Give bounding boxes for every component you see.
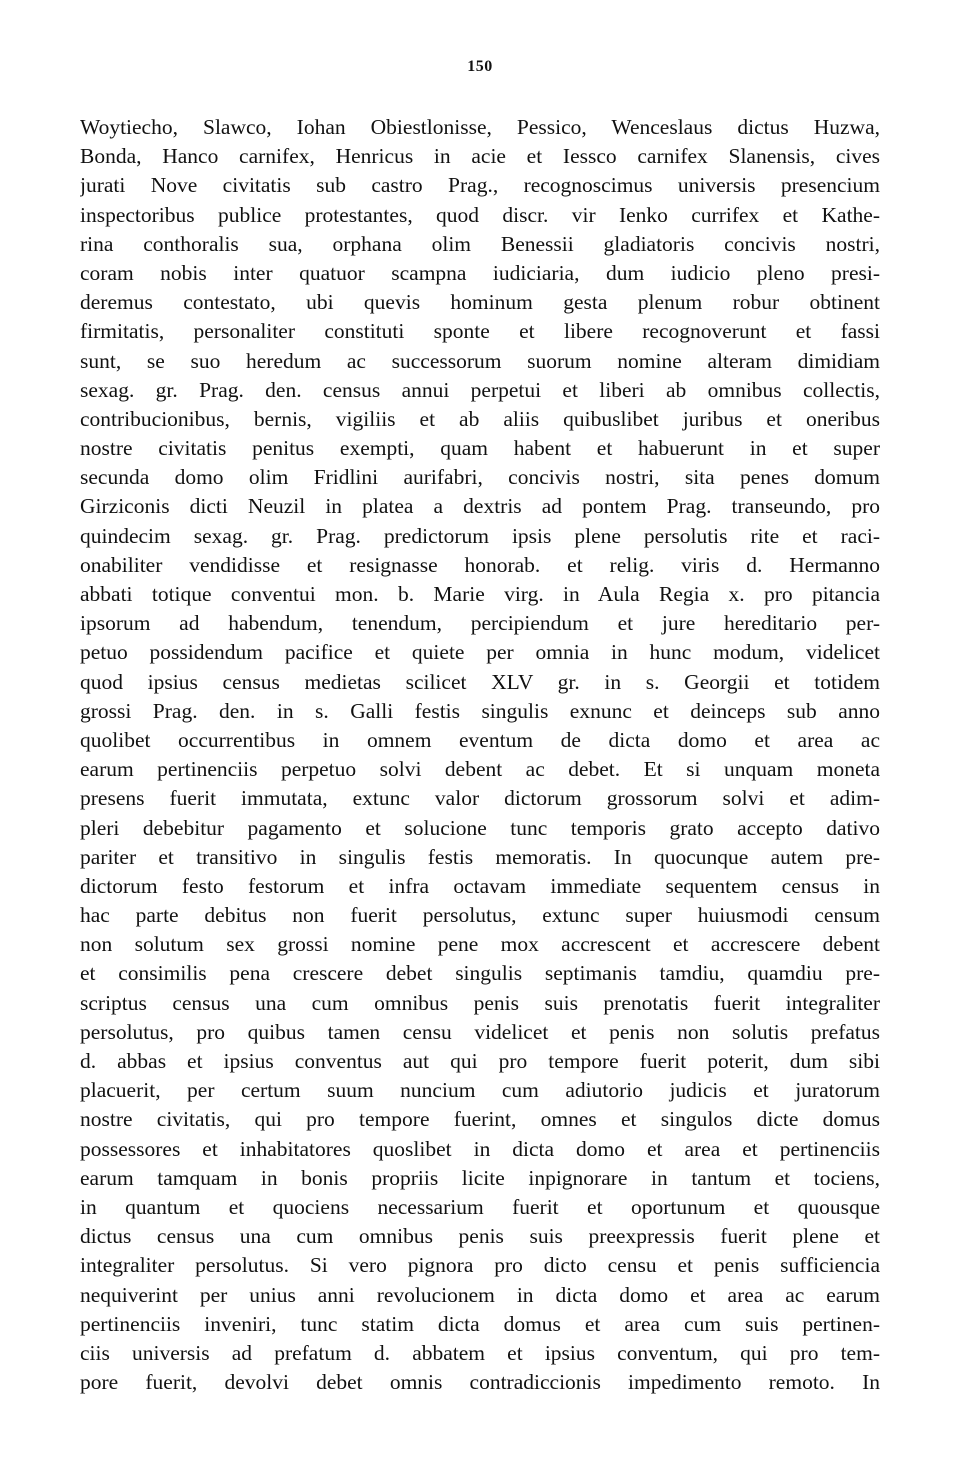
text-line: pariter et transitivo in singulis festis memoratis. In quocunque autem pre- xyxy=(80,844,880,869)
text-line: firmitatis, personaliter constituti sponte et libere recognoverunt et fassi xyxy=(80,319,880,344)
text-line: placuerit, per certum suum nuncium cum adiutorio judicis et juratorum xyxy=(80,1078,880,1103)
text-line: sexag. gr. Prag. den. census annui perpetui et liberi ab omnibus collectis, xyxy=(80,377,880,402)
text-line: scriptus census una cum omnibus penis suis prenotatis fuerit integraliter xyxy=(80,990,880,1015)
text-line: hac parte debitus non fuerit persolutus, extunc super huiusmodi censum xyxy=(80,903,880,928)
text-line: secunda domo olim Fridlini aurifabri, concivis nostri, sita penes domum xyxy=(80,465,880,490)
text-line: ciis universis ad prefatum d. abbatem et ipsius conventum, qui pro tem- xyxy=(80,1340,880,1365)
text-line: abbati totique conventui mon. b. Marie virg. in Aula Regia x. pro pitancia xyxy=(80,582,880,606)
text-line: grossi Prag. den. in s. Galli festis singulis exnunc et deinceps sub anno xyxy=(80,698,880,723)
text-line: Girziconis dicti Neuzil in platea a dextris ad pontem Prag. transeundo, pro xyxy=(80,494,880,519)
text-line: quindecim sexag. gr. Prag. predictorum ipsis plene persolutis rite et raci- xyxy=(80,523,880,548)
text-line: petuo possidendum pacifice et quiete per omnia in hunc modum, videlicet xyxy=(80,640,880,665)
text-line: nostre civitatis, qui pro tempore fuerint, omnes et singulos dicte domus xyxy=(80,1107,880,1132)
text-line: nequiverint per unius anni revolucionem in dicta domo et area ac earum xyxy=(80,1282,880,1307)
text-line: coram nobis inter quatuor scampna iudiciaria, dum iudicio pleno presi- xyxy=(80,260,880,285)
text-line: quod ipsius census medietas scilicet XLV gr. in s. Georgii et totidem xyxy=(80,669,880,694)
text-line: Bonda, Hanco carnifex, Henricus in acie et Iessco carnifex Slanensis, cives xyxy=(80,144,880,169)
text-line: persolutus, pro quibus tamen censu videlicet et penis non solutis prefatus xyxy=(80,1019,880,1044)
text-line: et consimilis pena crescere debet singulis septimanis tamdiu, quamdiu pre- xyxy=(80,961,880,986)
text-line: pertinenciis inveniri, tunc statim dicta domus et area cum suis pertinen- xyxy=(80,1311,880,1336)
text-line: earum tamquam in bonis propriis licite inpignorare in tantum et tociens, xyxy=(80,1165,880,1190)
text-line: possessores et inhabitatores quoslibet in dicta domo et area et pertinenciis xyxy=(80,1136,880,1161)
text-line: rina conthoralis sua, orphana olim Benessii gladiatoris concivis nostri, xyxy=(80,231,880,256)
text-line: deremus contestato, ubi quevis hominum gesta plenum robur obtinent xyxy=(80,290,880,315)
text-line: pore fuerit, devolvi debet omnis contradiccionis impedimento remoto. In xyxy=(80,1370,880,1395)
text-line: contribucionibus, bernis, vigiliis et ab aliis quibuslibet juribus et oneribus xyxy=(80,406,880,431)
text-line: presens fuerit immutata, extunc valor dictorum grossorum solvi et adim- xyxy=(80,786,880,811)
text-line: dictorum festo festorum et infra octavam immediate sequentem census in xyxy=(80,873,880,898)
page-number: 150 xyxy=(467,58,493,75)
text-line: jurati Nove civitatis sub castro Prag., recognoscimus universis presencium xyxy=(80,173,880,198)
text-line: integraliter persolutus. Si vero pignora pro dicto censu et penis sufficiencia xyxy=(80,1253,880,1278)
text-line: sunt, se suo heredum ac successorum suorum nomine alteram dimidiam xyxy=(80,348,880,373)
text-line: non solutum sex grossi nomine pene mox accrescent et accrescere debent xyxy=(80,932,880,957)
text-line: ipsorum ad habendum, tenendum, percipiendum et jure hereditario per- xyxy=(80,611,880,636)
text-line: d. abbas et ipsius conventus aut qui pro tempore fuerit poterit, dum sibi xyxy=(80,1049,880,1073)
text-line: Woytiecho, Slawco, Iohan Obiestlonisse, Pessico, Wenceslaus dictus Huzwa, xyxy=(80,115,880,139)
text-line: nostre civitatis penitus exempti, quam habent et habuerunt in et super xyxy=(80,436,880,461)
text-line: pleri debebitur pagamento et solucione tunc temporis grato accepto dativo xyxy=(80,815,880,840)
text-line: onabiliter vendidisse et resignasse honorab. et relig. viris d. Hermanno xyxy=(80,552,880,577)
text-line: dictus census una cum omnibus penis suis preexpressis fuerit plene et xyxy=(80,1224,880,1249)
text-line: earum pertinenciis perpetuo solvi debent ac debet. Et si unquam moneta xyxy=(80,757,880,782)
text-line: in quantum et quociens necessarium fuerit et oportunum et quousque xyxy=(80,1194,880,1219)
text-line: inspectoribus publice protestantes, quod discr. vir Ienko currifex et Kathe- xyxy=(80,202,880,227)
text-line: quolibet occurrentibus in omnem eventum de dicta domo et area ac xyxy=(80,727,880,752)
body-text xyxy=(80,113,880,1397)
